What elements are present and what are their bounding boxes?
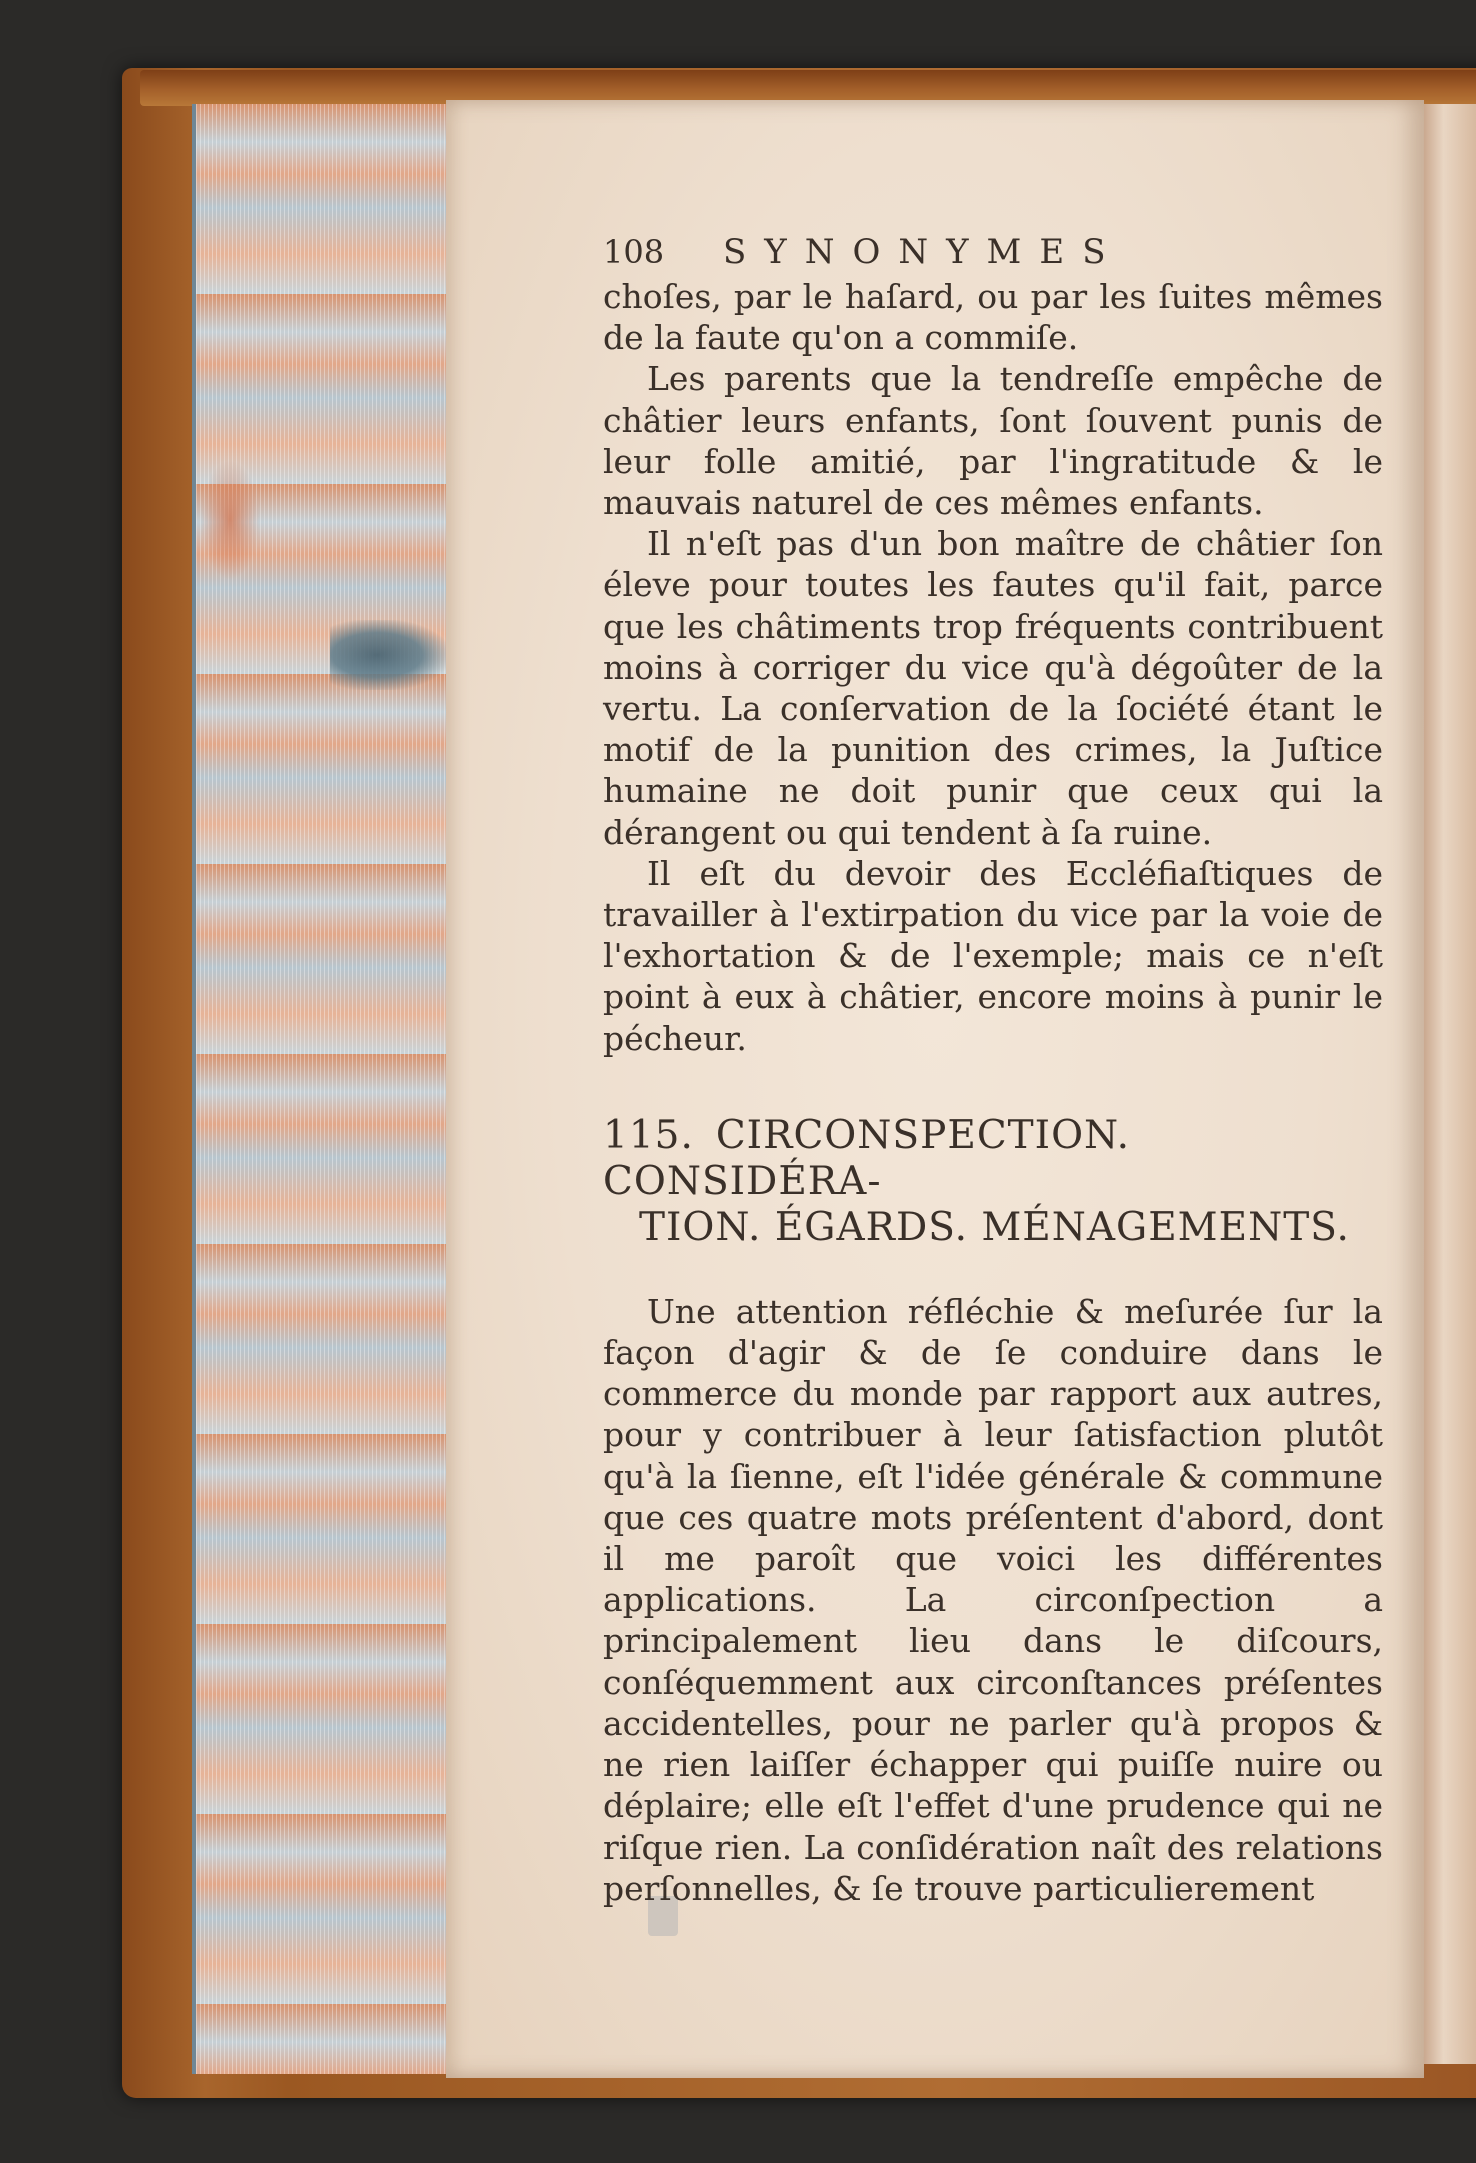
section-title-line-2: TION. ÉGARDS. MÉNAGEMENTS. [639, 1204, 1350, 1250]
page-text [603, 232, 1383, 1909]
marble-blot [330, 620, 448, 690]
section-heading [603, 1113, 1383, 1251]
section-title-line-1: CIRCONSPECTION. CONSIDÉRA- [603, 1112, 1131, 1204]
marble-blot [200, 460, 260, 580]
paragraph: Les parents que la tendreſſe empêche de châtier leurs enfants, ſont ſouvent punis de leur folle amitié, par l'ingratitude & le mauvais naturel de ces mêmes enfants. [603, 359, 1383, 523]
paragraph: Il eſt du devoir des Eccléfiaſtiques de travailler à l'extirpation du vice par la voie de l'exhortation & de l'exemple; mais ce n'eſt point à eux à châtier, encore moins à punir le pécheur. [603, 853, 1383, 1058]
facing-page-edge [1422, 104, 1476, 2064]
section-number: 115. [603, 1112, 694, 1158]
paragraph: choſes, par le haſard, ou par les ſuites mêmes de la faute qu'on a commiſe. [603, 277, 1383, 358]
paragraph: Il n'eſt pas d'un bon maître de châtier ſon éleve pour toutes les fautes qu'il fait, parce que les châtiments trop fréquents contribuent moins à corriger du vice qu'à dégoûter de la vertu. La conſervation de la ſociété étant le motif de la punition des crimes, la Juſtice humaine ne doit punir que ceux qui la dérangent ou qui tendent à ſa ruine. [603, 524, 1383, 852]
paragraph: Une attention réfléchie & meſurée ſur la façon d'agir & de ſe conduire dans le commerce du monde par rapport aux autres, pour y contribuer à leur ſatisfaction plutôt qu'à la ſienne, eſt l'idée générale & commune que ces quatre mots préſentent d'abord, dont il me paroît que voici les différentes applications. La circonſpection a principalement lieu dans le diſcours, conſéquemment aux circonſtances préſentes accidentelles, pour ne parler qu'à propos & ne rien laiſſer échapper qui puiſſe nuire ou déplaire; elle eſt l'effet d'une prudence qui ne riſque rien. La conſidération naît des relations perſonnelles, & ſe trouve particulierement [603, 1291, 1383, 1908]
page-number: 108 [603, 233, 665, 271]
marbled-page-edges [192, 104, 452, 2074]
running-head: SYNONYMES [723, 232, 1124, 272]
page-header [603, 232, 1383, 276]
